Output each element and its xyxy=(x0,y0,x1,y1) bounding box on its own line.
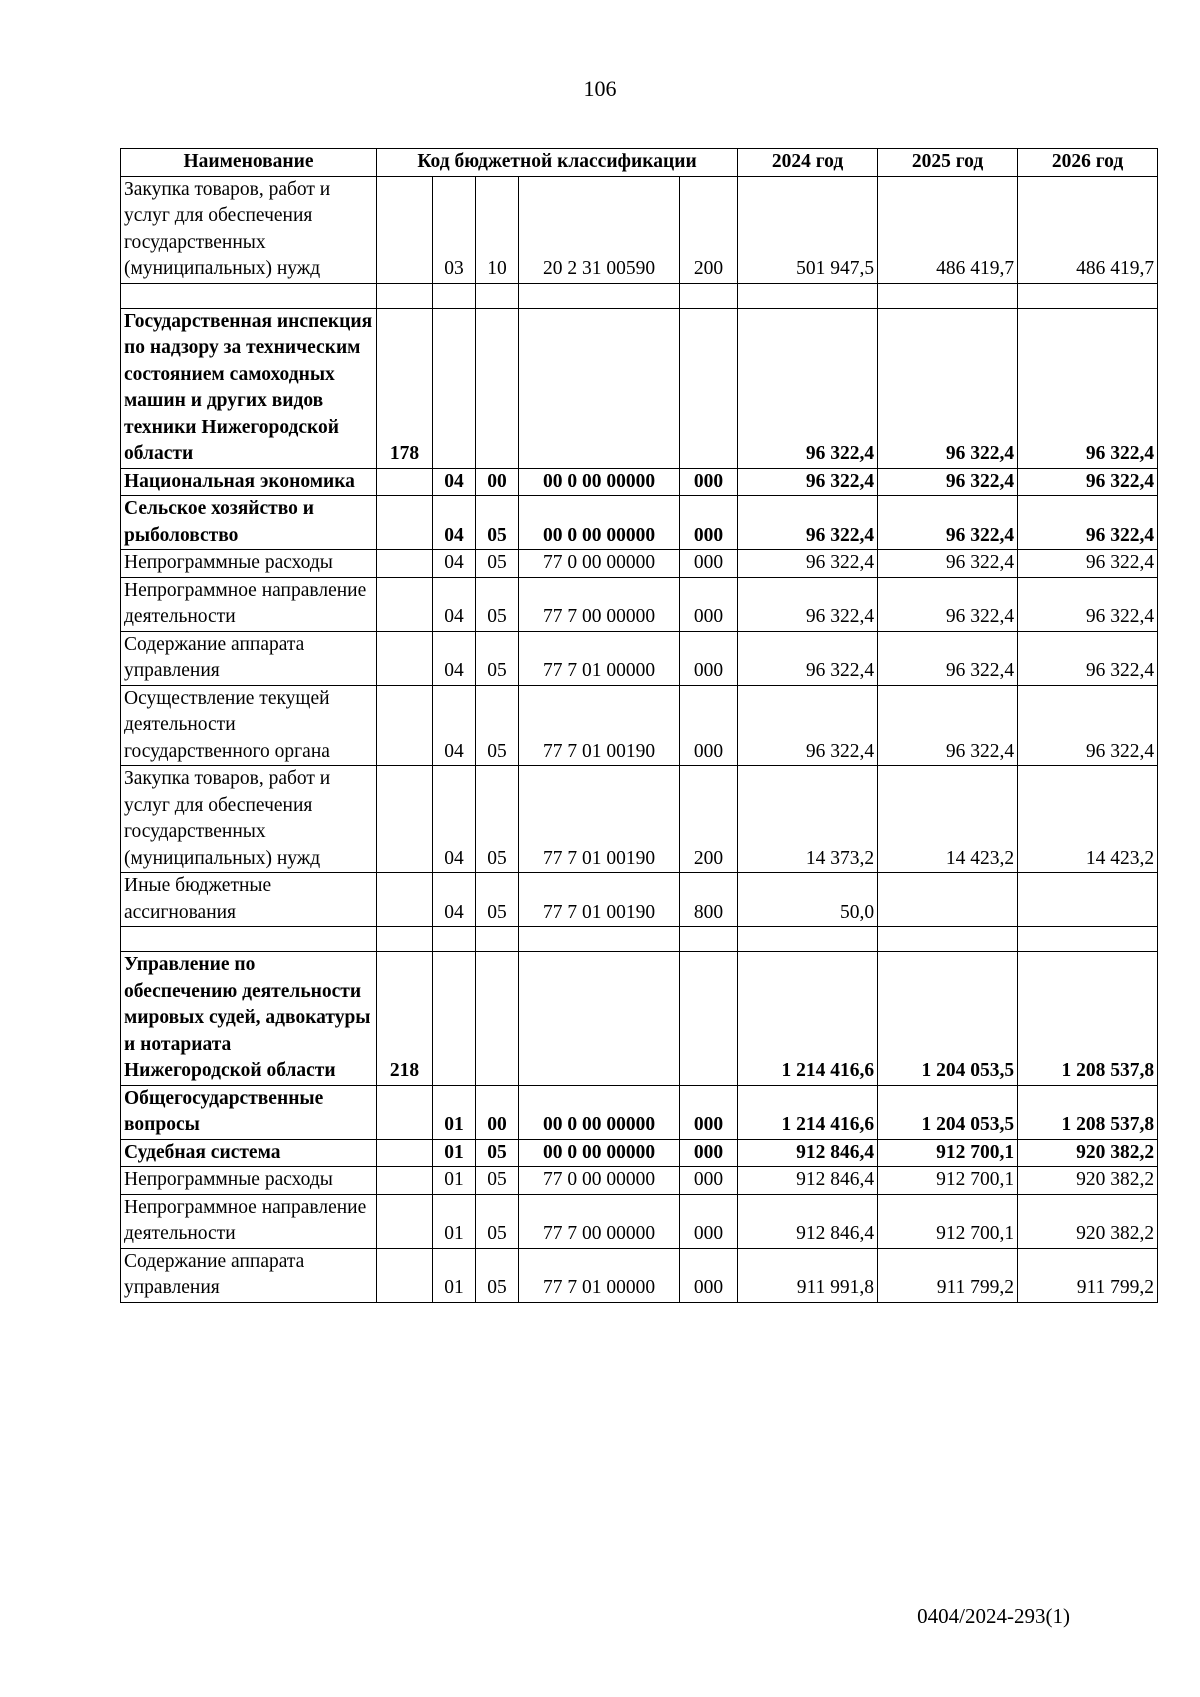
empty-cell xyxy=(738,283,878,308)
cell-pr: 05 xyxy=(476,1167,519,1195)
cell-2026: 920 382,2 xyxy=(1018,1139,1158,1167)
cell-2025: 14 423,2 xyxy=(878,766,1018,873)
table-row xyxy=(121,873,1158,927)
cell-2025: 96 322,4 xyxy=(878,550,1018,578)
cell-name: Содержание аппарата управления xyxy=(121,631,377,685)
cell-2024: 96 322,4 xyxy=(738,308,878,468)
cell-2025: 96 322,4 xyxy=(878,468,1018,496)
cell-csr: 77 7 01 00190 xyxy=(519,766,680,873)
cell-name: Непрограммные расходы xyxy=(121,1167,377,1195)
cell-2024: 912 846,4 xyxy=(738,1167,878,1195)
cell-vr: 000 xyxy=(680,1248,738,1302)
cell-rz: 04 xyxy=(433,577,476,631)
cell-2026: 1 208 537,8 xyxy=(1018,1085,1158,1139)
cell-gr xyxy=(377,176,433,283)
cell-csr: 00 0 00 00000 xyxy=(519,496,680,550)
cell-gr xyxy=(377,1167,433,1195)
cell-2024: 911 991,8 xyxy=(738,1248,878,1302)
table-row xyxy=(121,1167,1158,1195)
budget-table xyxy=(120,148,1158,1303)
cell-vr: 000 xyxy=(680,685,738,766)
table-row xyxy=(121,1248,1158,1302)
cell-2026: 96 322,4 xyxy=(1018,631,1158,685)
cell-name: Содержание аппарата управления xyxy=(121,1248,377,1302)
cell-2025: 96 322,4 xyxy=(878,496,1018,550)
table-row xyxy=(121,577,1158,631)
cell-2025: 96 322,4 xyxy=(878,631,1018,685)
cell-rz: 01 xyxy=(433,1194,476,1248)
cell-2026: 96 322,4 xyxy=(1018,550,1158,578)
empty-cell xyxy=(680,927,738,952)
cell-2025: 96 322,4 xyxy=(878,577,1018,631)
cell-pr xyxy=(476,308,519,468)
cell-gr xyxy=(377,1139,433,1167)
cell-2026: 96 322,4 xyxy=(1018,577,1158,631)
cell-gr xyxy=(377,496,433,550)
table-row xyxy=(121,176,1158,283)
header-2025: 2025 год xyxy=(878,149,1018,177)
cell-2026: 1 208 537,8 xyxy=(1018,952,1158,1086)
cell-gr xyxy=(377,1194,433,1248)
cell-vr: 000 xyxy=(680,631,738,685)
cell-2026: 920 382,2 xyxy=(1018,1194,1158,1248)
cell-name: Общегосударственные вопросы xyxy=(121,1085,377,1139)
header-name: Наименование xyxy=(121,149,377,177)
cell-pr: 05 xyxy=(476,873,519,927)
cell-2024: 96 322,4 xyxy=(738,496,878,550)
cell-2024: 96 322,4 xyxy=(738,631,878,685)
cell-vr: 000 xyxy=(680,1194,738,1248)
cell-name: Закупка товаров, работ и услуг для обеспечения государственных (муниципальных) нужд xyxy=(121,766,377,873)
cell-vr: 000 xyxy=(680,1085,738,1139)
cell-csr: 77 7 01 00000 xyxy=(519,631,680,685)
header-code: Код бюджетной классификации xyxy=(377,149,738,177)
cell-2024: 912 846,4 xyxy=(738,1139,878,1167)
table-row xyxy=(121,1139,1158,1167)
cell-pr xyxy=(476,952,519,1086)
cell-2025: 96 322,4 xyxy=(878,308,1018,468)
cell-2025: 1 204 053,5 xyxy=(878,1085,1018,1139)
empty-cell xyxy=(433,927,476,952)
cell-gr: 178 xyxy=(377,308,433,468)
cell-2025: 96 322,4 xyxy=(878,685,1018,766)
cell-gr xyxy=(377,631,433,685)
empty-cell xyxy=(878,283,1018,308)
cell-2024: 1 214 416,6 xyxy=(738,952,878,1086)
cell-vr: 200 xyxy=(680,176,738,283)
cell-pr: 05 xyxy=(476,496,519,550)
table-row xyxy=(121,550,1158,578)
cell-name: Осуществление текущей деятельности государственного органа xyxy=(121,685,377,766)
cell-gr xyxy=(377,685,433,766)
table-row xyxy=(121,308,1158,468)
cell-gr xyxy=(377,766,433,873)
document-code: 0404/2024-293(1) xyxy=(917,1604,1070,1628)
cell-2026: 96 322,4 xyxy=(1018,468,1158,496)
cell-vr xyxy=(680,952,738,1086)
cell-2026: 14 423,2 xyxy=(1018,766,1158,873)
table-spacer-row xyxy=(121,927,1158,952)
cell-csr: 00 0 00 00000 xyxy=(519,1085,680,1139)
cell-name: Управление по обеспечению деятельности мировых судей, адвокатуры и нотариата Нижегородской области xyxy=(121,952,377,1086)
cell-pr: 05 xyxy=(476,685,519,766)
cell-csr xyxy=(519,952,680,1086)
empty-cell xyxy=(519,283,680,308)
cell-pr: 05 xyxy=(476,1248,519,1302)
table-row xyxy=(121,1194,1158,1248)
cell-rz: 04 xyxy=(433,468,476,496)
cell-2026: 96 322,4 xyxy=(1018,496,1158,550)
cell-rz: 04 xyxy=(433,550,476,578)
cell-2025: 486 419,7 xyxy=(878,176,1018,283)
cell-csr: 77 7 01 00190 xyxy=(519,873,680,927)
cell-vr: 000 xyxy=(680,1167,738,1195)
cell-rz: 01 xyxy=(433,1085,476,1139)
cell-2024: 1 214 416,6 xyxy=(738,1085,878,1139)
cell-2025: 912 700,1 xyxy=(878,1139,1018,1167)
cell-2026 xyxy=(1018,873,1158,927)
cell-name: Судебная система xyxy=(121,1139,377,1167)
cell-2024: 96 322,4 xyxy=(738,468,878,496)
empty-cell xyxy=(519,927,680,952)
cell-2024: 501 947,5 xyxy=(738,176,878,283)
cell-pr: 10 xyxy=(476,176,519,283)
cell-2026: 911 799,2 xyxy=(1018,1248,1158,1302)
cell-vr: 000 xyxy=(680,1139,738,1167)
cell-vr: 800 xyxy=(680,873,738,927)
cell-2024: 96 322,4 xyxy=(738,685,878,766)
cell-name: Непрограммное направление деятельности xyxy=(121,577,377,631)
table-spacer-row xyxy=(121,283,1158,308)
empty-cell xyxy=(377,927,433,952)
cell-name: Непрограммные расходы xyxy=(121,550,377,578)
cell-2026: 486 419,7 xyxy=(1018,176,1158,283)
cell-csr: 77 0 00 00000 xyxy=(519,1167,680,1195)
cell-2024: 96 322,4 xyxy=(738,577,878,631)
cell-gr xyxy=(377,1085,433,1139)
empty-cell xyxy=(476,927,519,952)
table-row xyxy=(121,685,1158,766)
table-header-row xyxy=(121,149,1158,177)
cell-gr xyxy=(377,468,433,496)
cell-rz: 01 xyxy=(433,1139,476,1167)
cell-2024: 96 322,4 xyxy=(738,550,878,578)
cell-csr: 77 7 01 00190 xyxy=(519,685,680,766)
cell-pr: 00 xyxy=(476,468,519,496)
cell-name: Национальная экономика xyxy=(121,468,377,496)
cell-pr: 05 xyxy=(476,766,519,873)
cell-rz: 04 xyxy=(433,496,476,550)
table-row xyxy=(121,468,1158,496)
cell-csr: 00 0 00 00000 xyxy=(519,468,680,496)
empty-cell xyxy=(1018,927,1158,952)
empty-cell xyxy=(377,283,433,308)
cell-csr xyxy=(519,308,680,468)
cell-pr: 05 xyxy=(476,1194,519,1248)
cell-rz xyxy=(433,952,476,1086)
cell-csr: 00 0 00 00000 xyxy=(519,1139,680,1167)
table-row xyxy=(121,766,1158,873)
cell-pr: 05 xyxy=(476,1139,519,1167)
cell-gr xyxy=(377,1248,433,1302)
page-number: 106 xyxy=(583,76,617,101)
cell-vr: 200 xyxy=(680,766,738,873)
table-row xyxy=(121,952,1158,1086)
cell-2025 xyxy=(878,873,1018,927)
empty-cell xyxy=(738,927,878,952)
cell-pr: 00 xyxy=(476,1085,519,1139)
cell-name: Иные бюджетные ассигнования xyxy=(121,873,377,927)
cell-rz: 04 xyxy=(433,766,476,873)
cell-2026: 96 322,4 xyxy=(1018,685,1158,766)
cell-csr: 77 0 00 00000 xyxy=(519,550,680,578)
empty-cell xyxy=(680,283,738,308)
table-row xyxy=(121,496,1158,550)
cell-csr: 20 2 31 00590 xyxy=(519,176,680,283)
cell-rz: 01 xyxy=(433,1248,476,1302)
header-2024: 2024 год xyxy=(738,149,878,177)
cell-rz: 03 xyxy=(433,176,476,283)
cell-vr: 000 xyxy=(680,496,738,550)
cell-2025: 911 799,2 xyxy=(878,1248,1018,1302)
cell-rz xyxy=(433,308,476,468)
empty-cell xyxy=(1018,283,1158,308)
table-row xyxy=(121,631,1158,685)
cell-2024: 14 373,2 xyxy=(738,766,878,873)
header-2026: 2026 год xyxy=(1018,149,1158,177)
table-row xyxy=(121,1085,1158,1139)
cell-2025: 1 204 053,5 xyxy=(878,952,1018,1086)
cell-name: Закупка товаров, работ и услуг для обеспечения государственных (муниципальных) нужд xyxy=(121,176,377,283)
empty-cell xyxy=(476,283,519,308)
cell-gr xyxy=(377,873,433,927)
cell-gr xyxy=(377,550,433,578)
cell-pr: 05 xyxy=(476,631,519,685)
cell-vr: 000 xyxy=(680,468,738,496)
cell-vr: 000 xyxy=(680,577,738,631)
cell-2025: 912 700,1 xyxy=(878,1167,1018,1195)
cell-rz: 04 xyxy=(433,685,476,766)
cell-gr: 218 xyxy=(377,952,433,1086)
cell-pr: 05 xyxy=(476,577,519,631)
empty-cell xyxy=(121,283,377,308)
empty-cell xyxy=(121,927,377,952)
cell-vr xyxy=(680,308,738,468)
cell-csr: 77 7 00 00000 xyxy=(519,1194,680,1248)
cell-2026: 920 382,2 xyxy=(1018,1167,1158,1195)
cell-2024: 50,0 xyxy=(738,873,878,927)
cell-rz: 04 xyxy=(433,873,476,927)
cell-rz: 01 xyxy=(433,1167,476,1195)
cell-2026: 96 322,4 xyxy=(1018,308,1158,468)
empty-cell xyxy=(878,927,1018,952)
cell-name: Сельское хозяйство и рыболовство xyxy=(121,496,377,550)
cell-2024: 912 846,4 xyxy=(738,1194,878,1248)
cell-csr: 77 7 00 00000 xyxy=(519,577,680,631)
cell-vr: 000 xyxy=(680,550,738,578)
cell-csr: 77 7 01 00000 xyxy=(519,1248,680,1302)
empty-cell xyxy=(433,283,476,308)
cell-name: Непрограммное направление деятельности xyxy=(121,1194,377,1248)
cell-gr xyxy=(377,577,433,631)
cell-rz: 04 xyxy=(433,631,476,685)
cell-2025: 912 700,1 xyxy=(878,1194,1018,1248)
cell-pr: 05 xyxy=(476,550,519,578)
cell-name: Государственная инспекция по надзору за техническим состоянием самоходных машин и других видов техники Нижегородской области xyxy=(121,308,377,468)
